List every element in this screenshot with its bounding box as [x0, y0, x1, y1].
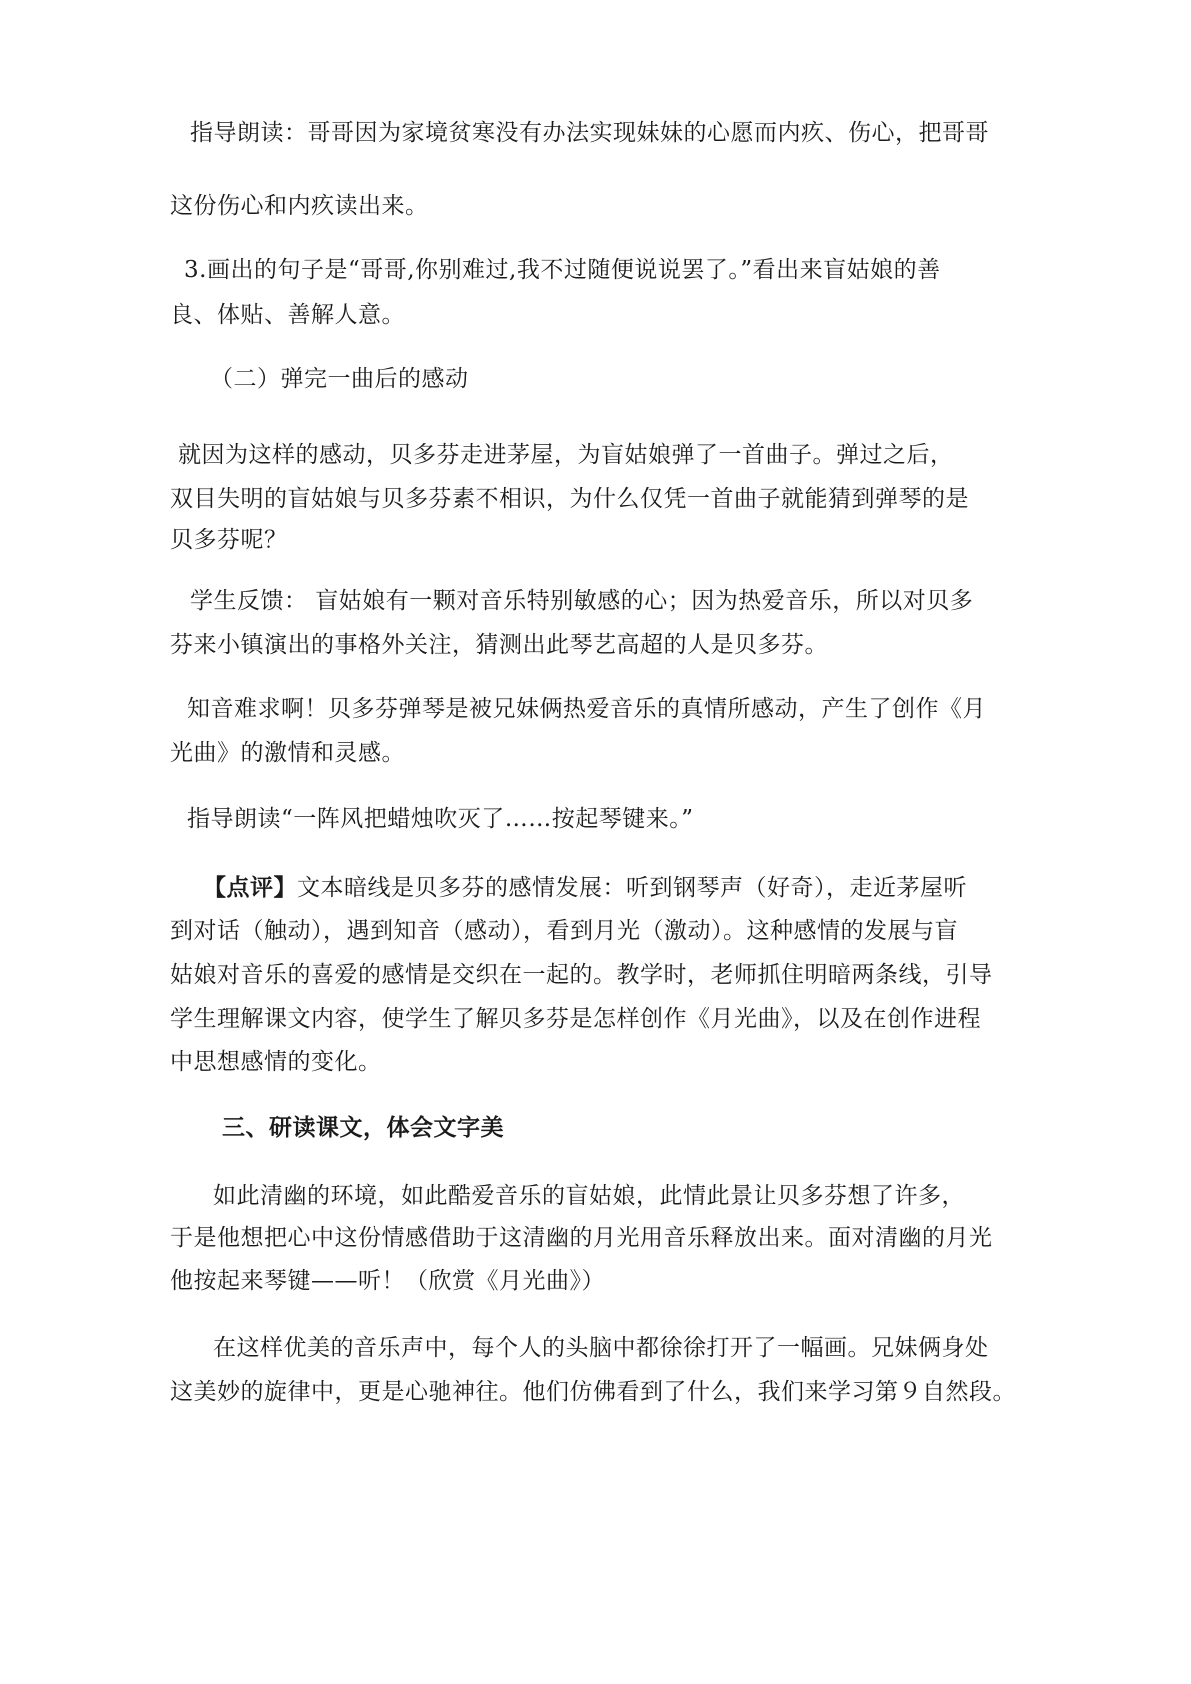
section-subheading: （二）弹完一曲后的感动 [210, 366, 469, 392]
paragraph-8-line-3: 姑娘对音乐的喜爱的感情是交织在一起的。教学时，老师抓住明暗两条线，引导 [170, 962, 993, 988]
paragraph-6-line-1: 知音难求啊！贝多芬弹琴是被兄妹俩热爱音乐的真情所感动，产生了创作《月 [187, 696, 986, 722]
comment-line-1-text: 文本暗线是贝多芬的感情发展：听到钢琴声（好奇），走近茅屋听 [297, 875, 967, 901]
paragraph-10-line-1: 如此清幽的环境，如此酷爱音乐的盲姑娘，此情此景让贝多芬想了许多， [213, 1183, 965, 1209]
paragraph-11-line-1: 在这样优美的音乐声中，每个人的头脑中都徐徐打开了一幅画。兄妹俩身处 [213, 1335, 989, 1361]
paragraph-2-line-1: 3.画出的句子是“哥哥,你别难过,我不过随便说说罢了。”看出来盲姑娘的善 [184, 257, 941, 283]
paragraph-1-line-2: 这份伤心和内疚读出来。 [170, 193, 429, 219]
comment-label: 【点评】 [203, 875, 297, 901]
paragraph-5-line-2: 芬来小镇演出的事格外关注，猜测出此琴艺高超的人是贝多芬。 [170, 632, 828, 658]
paragraph-4-line-2: 双目失明的盲姑娘与贝多芬素不相识，为什么仅凭一首曲子就能猜到弹琴的是 [170, 486, 969, 512]
paragraph-8-line-5: 中思想感情的变化。 [170, 1049, 382, 1075]
paragraph-4-line-1: 就因为这样的感动，贝多芬走进茅屋，为盲姑娘弹了一首曲子。弹过之后， [178, 442, 954, 468]
paragraph-10-line-2: 于是他想把心中这份情感借助于这清幽的月光用音乐释放出来。面对清幽的月光 [170, 1225, 993, 1251]
paragraph-8-line-1 [203, 873, 967, 903]
paragraph-4-line-3: 贝多芬呢？ [170, 527, 288, 553]
section-heading: 三、研读课文，体会文字美 [222, 1115, 504, 1141]
paragraph-5-line-1: 学生反馈： 盲姑娘有一颗对音乐特别敏感的心；因为热爱音乐，所以对贝多 [190, 588, 974, 614]
paragraph-10-line-3: 他按起来琴键——听！（欣赏《月光曲》） [170, 1268, 605, 1294]
paragraph-6-line-2: 光曲》的激情和灵感。 [170, 740, 405, 766]
paragraph-7-line-1: 指导朗读“一阵风把蜡烛吹灭了……按起琴键来。” [187, 806, 694, 832]
paragraph-11-line-2: 这美妙的旋律中，更是心驰神往。他们仿佛看到了什么，我们来学习第９自然段。 [170, 1379, 1016, 1405]
paragraph-8-line-2: 到对话（触动），遇到知音（感动），看到月光（激动）。这种感情的发展与盲 [170, 918, 958, 944]
paragraph-2-line-2: 良、体贴、善解人意。 [170, 302, 405, 328]
paragraph-1-line-1: 指导朗读：哥哥因为家境贫寒没有办法实现妹妹的心愿而内疚、伤心，把哥哥 [190, 120, 989, 146]
paragraph-8-line-4: 学生理解课文内容，使学生了解贝多芬是怎样创作《月光曲》，以及在创作进程 [170, 1006, 981, 1032]
